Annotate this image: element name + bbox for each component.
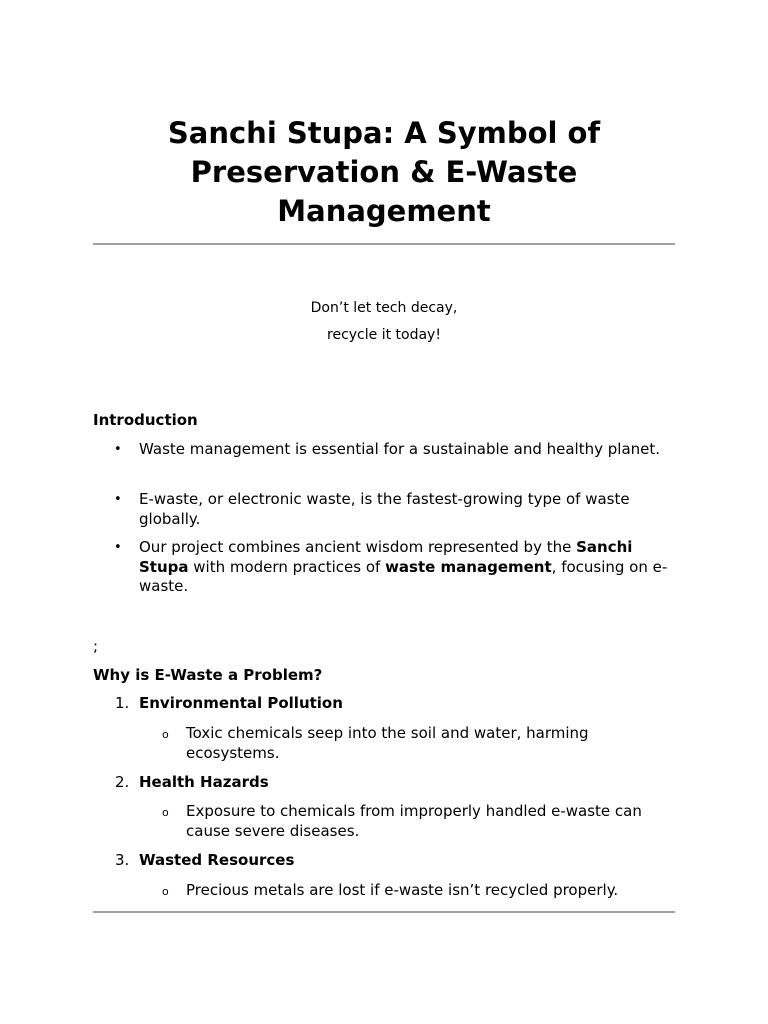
bullet-icon: • — [114, 492, 122, 507]
separator-text: ; — [93, 637, 99, 655]
list-item-text: Waste management is essential for a sustainable and healthy planet. — [139, 440, 661, 458]
list-item-text: E-waste, or electronic waste, is the fastest-growing type of waste globally. — [139, 490, 630, 528]
circle-bullet-icon: o — [162, 728, 169, 741]
text-segment: Our project combines ancient wisdom represented by the — [139, 538, 577, 556]
item-number: 2. — [115, 773, 130, 791]
numbered-item — [115, 851, 669, 871]
sub-list-item — [162, 881, 666, 901]
introduction-heading: Introduction — [93, 411, 198, 429]
list-item — [114, 440, 669, 460]
list-item — [114, 538, 669, 597]
item-number: 1. — [115, 694, 130, 712]
circle-bullet-icon: o — [162, 806, 169, 819]
numbered-item — [115, 773, 669, 793]
numbered-item-title: Environmental Pollution — [139, 694, 343, 712]
sub-list-item-text: Toxic chemicals seep into the soil and water, harming ecosystems. — [186, 724, 589, 762]
bullet-icon: • — [114, 442, 122, 457]
bullet-icon: • — [114, 540, 122, 555]
sub-list-item — [162, 724, 666, 763]
numbered-item — [115, 694, 669, 714]
emphasis-waste-management: waste management — [385, 557, 552, 576]
sub-list-item-text: Precious metals are lost if e-waste isn’t recycled properly. — [186, 881, 619, 899]
numbered-item-title: Health Hazards — [139, 773, 269, 791]
bottom-divider — [93, 911, 675, 913]
item-number: 3. — [115, 851, 130, 869]
document-title: Sanchi Stupa: A Symbol of Preservation & E-Waste Management — [167, 116, 601, 228]
problem-heading: Why is E-Waste a Problem? — [93, 666, 323, 684]
sub-list-item — [162, 802, 666, 841]
list-item — [114, 490, 669, 529]
numbered-item-title: Wasted Resources — [139, 851, 295, 869]
tagline-line-1: Don’t let tech decay, — [310, 300, 458, 316]
text-segment: , focusing on e-waste. — [139, 557, 668, 595]
list-item-text — [139, 538, 667, 595]
document-page — [93, 0, 675, 1024]
circle-bullet-icon: o — [162, 885, 169, 898]
tagline-line-2: recycle it today! — [327, 327, 441, 343]
sub-list-item-text: Exposure to chemicals from improperly handled e-waste can cause severe diseases. — [186, 802, 642, 840]
top-divider — [93, 243, 675, 245]
emphasis-sanchi-stupa: Sanchi Stupa — [139, 538, 633, 576]
text-segment: with modern practices of — [188, 557, 386, 576]
